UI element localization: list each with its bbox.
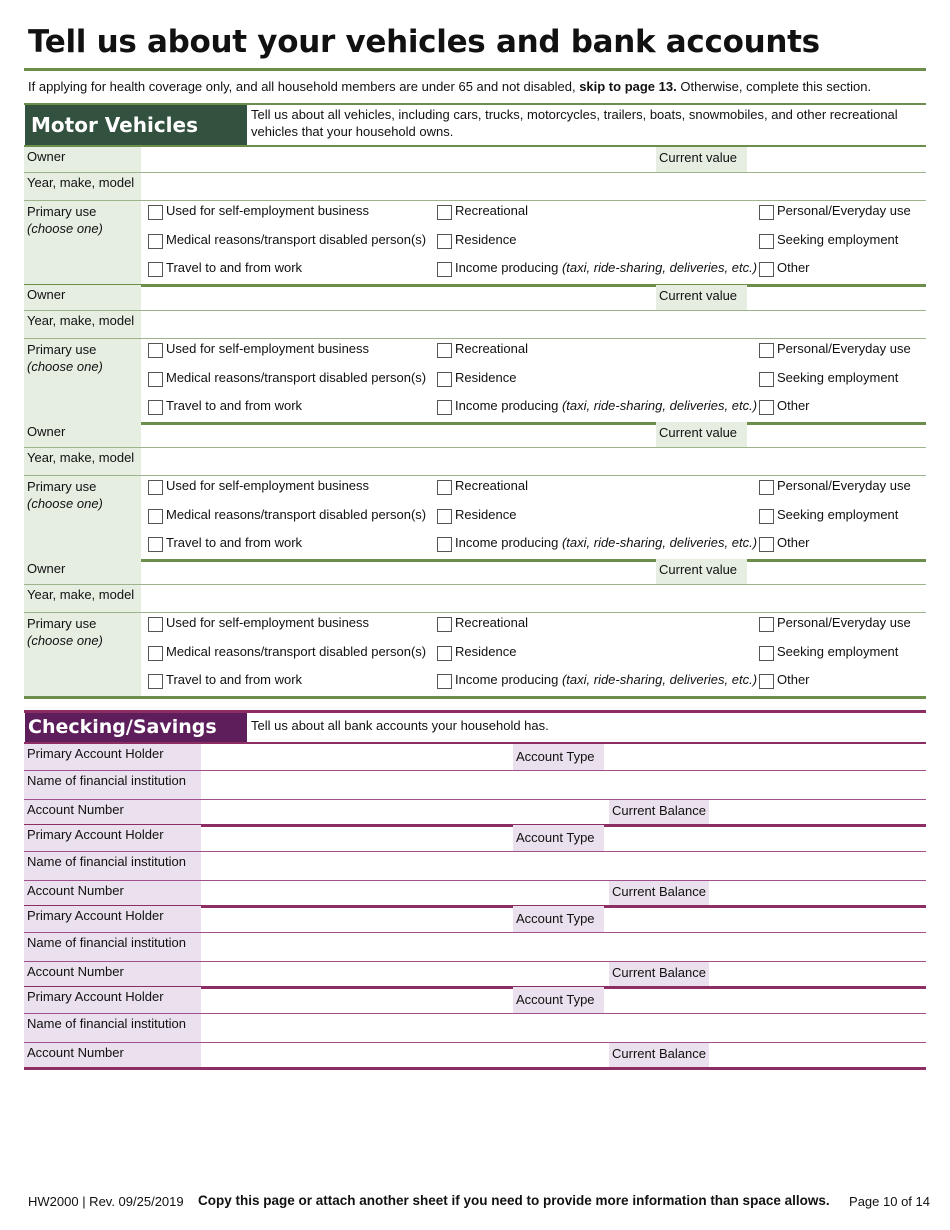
vehicle-block-3	[24, 422, 926, 560]
row-divider	[24, 612, 926, 613]
financial-institution-label: Name of financial institution	[27, 773, 186, 788]
primary-use-label	[27, 203, 103, 237]
checkbox-income-producing[interactable]	[437, 674, 452, 689]
checkbox-seeking-employment[interactable]	[759, 509, 774, 524]
title-divider	[24, 68, 926, 71]
account-block-4	[24, 987, 926, 1068]
primary-use-label	[27, 341, 103, 375]
option-medical: Medical reasons/transport disabled person(s)	[166, 507, 427, 522]
account-type-label: Account Type	[513, 825, 604, 851]
choose-one-text: (choose one)	[27, 633, 103, 648]
checkbox-residence[interactable]	[437, 509, 452, 524]
option-recreational: Recreational	[455, 615, 528, 630]
checkbox-medical[interactable]	[148, 372, 163, 387]
year-make-model-label: Year, make, model	[27, 450, 135, 465]
checkbox-medical[interactable]	[148, 509, 163, 524]
primary-account-holder-label: Primary Account Holder	[27, 908, 164, 923]
choose-one-text: (choose one)	[27, 496, 103, 511]
option-income-producing-note: (taxi, ride-sharing, deliveries, etc.)	[561, 535, 758, 550]
checkbox-recreational[interactable]	[437, 480, 452, 495]
option-other: Other	[777, 672, 810, 687]
vehicle-block-2	[24, 285, 926, 423]
row-divider	[24, 584, 926, 585]
row-divider	[24, 475, 926, 476]
primary-use-label	[27, 478, 103, 512]
checkbox-medical[interactable]	[148, 646, 163, 661]
option-self-employment: Used for self-employment business	[166, 478, 370, 493]
page-number: Page 10 of 14	[849, 1194, 930, 1209]
checkbox-income-producing[interactable]	[437, 262, 452, 277]
option-income-producing	[455, 535, 757, 550]
option-seeking-employment: Seeking employment	[777, 507, 899, 522]
checkbox-other[interactable]	[759, 674, 774, 689]
option-income-producing-note: (taxi, ride-sharing, deliveries, etc.)	[561, 672, 758, 687]
primary-use-text: Primary use	[27, 616, 97, 631]
vehicle-block-4	[24, 559, 926, 697]
motor-vehicles-heading: Motor Vehicles	[25, 105, 247, 145]
financial-institution-label: Name of financial institution	[27, 854, 186, 869]
current-balance-label: Current Balance	[609, 1043, 709, 1068]
option-self-employment: Used for self-employment business	[166, 341, 370, 356]
year-make-model-label: Year, make, model	[27, 175, 135, 190]
checkbox-travel-work[interactable]	[148, 262, 163, 277]
option-other: Other	[777, 398, 810, 413]
row-divider	[24, 1013, 926, 1014]
row-divider	[24, 200, 926, 201]
account-number-label: Account Number	[27, 1045, 124, 1060]
account-type-label: Account Type	[513, 906, 604, 932]
checkbox-recreational[interactable]	[437, 617, 452, 632]
checkbox-other[interactable]	[759, 400, 774, 415]
option-personal: Personal/Everyday use	[777, 203, 911, 218]
financial-institution-label: Name of financial institution	[27, 1016, 186, 1031]
option-medical: Medical reasons/transport disabled person(s)	[166, 232, 427, 247]
account-block-3	[24, 906, 926, 987]
checkbox-self-employment[interactable]	[148, 343, 163, 358]
page-title: Tell us about your vehicles and bank accounts	[28, 24, 820, 60]
primary-use-text: Primary use	[27, 204, 97, 219]
row-divider	[24, 799, 926, 800]
checkbox-self-employment[interactable]	[148, 480, 163, 495]
row-divider	[24, 932, 926, 933]
checkbox-medical[interactable]	[148, 234, 163, 249]
checkbox-seeking-employment[interactable]	[759, 234, 774, 249]
checkbox-other[interactable]	[759, 262, 774, 277]
option-personal: Personal/Everyday use	[777, 341, 911, 356]
intro-skip: skip to page 13.	[579, 79, 677, 94]
option-travel-work: Travel to and from work	[166, 672, 303, 687]
option-recreational: Recreational	[455, 478, 528, 493]
option-other: Other	[777, 535, 810, 550]
primary-use-text: Primary use	[27, 479, 97, 494]
row-divider	[24, 447, 926, 448]
row-divider	[24, 880, 926, 881]
current-value-label: Current value	[656, 285, 747, 310]
option-residence: Residence	[455, 507, 517, 522]
checkbox-travel-work[interactable]	[148, 537, 163, 552]
checkbox-self-employment[interactable]	[148, 205, 163, 220]
option-seeking-employment: Seeking employment	[777, 370, 899, 385]
option-income-producing-text: Income producing	[455, 535, 562, 550]
row-divider	[24, 310, 926, 311]
checkbox-seeking-employment[interactable]	[759, 372, 774, 387]
option-residence: Residence	[455, 232, 517, 247]
primary-account-holder-label: Primary Account Holder	[27, 989, 164, 1004]
owner-label: Owner	[27, 561, 66, 576]
footer-note: Copy this page or attach another sheet if you need to provide more information than space allows.	[198, 1193, 830, 1208]
option-self-employment: Used for self-employment business	[166, 615, 370, 630]
current-balance-label: Current Balance	[609, 800, 709, 825]
row-divider	[24, 172, 926, 173]
current-value-label: Current value	[656, 422, 747, 447]
checkbox-recreational[interactable]	[437, 205, 452, 220]
primary-account-holder-label: Primary Account Holder	[27, 827, 164, 842]
checkbox-self-employment[interactable]	[148, 617, 163, 632]
checkbox-income-producing[interactable]	[437, 537, 452, 552]
option-personal: Personal/Everyday use	[777, 615, 911, 630]
checking-savings-description: Tell us about all bank accounts your household has.	[251, 718, 549, 733]
checkbox-residence[interactable]	[437, 372, 452, 387]
owner-label: Owner	[27, 424, 66, 439]
option-medical: Medical reasons/transport disabled person(s)	[166, 370, 427, 385]
row-divider	[24, 851, 926, 852]
account-number-label: Account Number	[27, 964, 124, 979]
account-block-bottom-rule	[24, 1067, 926, 1070]
vehicle-block-bottom-rule	[24, 696, 926, 699]
option-residence: Residence	[455, 370, 517, 385]
form-id: HW2000 | Rev. 09/25/2019	[28, 1194, 184, 1209]
primary-use-label	[27, 615, 103, 649]
option-income-producing-text: Income producing	[455, 398, 562, 413]
checkbox-residence[interactable]	[437, 646, 452, 661]
option-income-producing-text: Income producing	[455, 260, 562, 275]
current-balance-label: Current Balance	[609, 881, 709, 906]
option-seeking-employment: Seeking employment	[777, 232, 899, 247]
checkbox-recreational[interactable]	[437, 343, 452, 358]
row-divider	[24, 1042, 926, 1043]
current-value-label: Current value	[656, 559, 747, 584]
option-travel-work: Travel to and from work	[166, 260, 303, 275]
checkbox-personal[interactable]	[759, 480, 774, 495]
year-make-model-label: Year, make, model	[27, 313, 135, 328]
intro-after: Otherwise, complete this section.	[676, 79, 872, 94]
checkbox-personal[interactable]	[759, 205, 774, 220]
option-income-producing	[455, 672, 757, 687]
checkbox-other[interactable]	[759, 537, 774, 552]
option-seeking-employment: Seeking employment	[777, 644, 899, 659]
intro-before: If applying for health coverage only, and all household members are under 65 and not disabled,	[28, 79, 580, 94]
option-self-employment: Used for self-employment business	[166, 203, 370, 218]
option-personal: Personal/Everyday use	[777, 478, 911, 493]
row-divider	[24, 338, 926, 339]
option-recreational: Recreational	[455, 203, 528, 218]
account-block-2	[24, 825, 926, 906]
choose-one-text: (choose one)	[27, 359, 103, 374]
year-make-model-label: Year, make, model	[27, 587, 135, 602]
option-income-producing-text: Income producing	[455, 672, 562, 687]
checkbox-personal[interactable]	[759, 343, 774, 358]
account-number-label: Account Number	[27, 802, 124, 817]
option-medical: Medical reasons/transport disabled person(s)	[166, 644, 427, 659]
option-income-producing	[455, 260, 757, 275]
option-income-producing-note: (taxi, ride-sharing, deliveries, etc.)	[561, 398, 758, 413]
account-block-1	[24, 744, 926, 825]
choose-one-text: (choose one)	[27, 221, 103, 236]
financial-institution-label: Name of financial institution	[27, 935, 186, 950]
checkbox-seeking-employment[interactable]	[759, 646, 774, 661]
account-type-label: Account Type	[513, 987, 604, 1013]
primary-use-text: Primary use	[27, 342, 97, 357]
checkbox-travel-work[interactable]	[148, 400, 163, 415]
option-income-producing	[455, 398, 757, 413]
intro-text	[28, 79, 871, 94]
current-value-label: Current value	[656, 147, 747, 172]
option-travel-work: Travel to and from work	[166, 535, 303, 550]
primary-account-holder-label: Primary Account Holder	[27, 746, 164, 761]
option-recreational: Recreational	[455, 341, 528, 356]
checkbox-travel-work[interactable]	[148, 674, 163, 689]
checkbox-residence[interactable]	[437, 234, 452, 249]
option-other: Other	[777, 260, 810, 275]
vehicle-block-1	[24, 147, 926, 285]
row-divider	[24, 961, 926, 962]
checking-savings-heading: Checking/Savings	[25, 713, 247, 742]
checkbox-personal[interactable]	[759, 617, 774, 632]
account-number-label: Account Number	[27, 883, 124, 898]
option-travel-work: Travel to and from work	[166, 398, 303, 413]
current-balance-label: Current Balance	[609, 962, 709, 987]
option-income-producing-note: (taxi, ride-sharing, deliveries, etc.)	[561, 260, 758, 275]
checkbox-income-producing[interactable]	[437, 400, 452, 415]
motor-vehicles-description: Tell us about all vehicles, including cars, trucks, motorcycles, trailers, boats, snowmobiles, and other recreational vehicles that your household owns.	[251, 107, 898, 139]
owner-label: Owner	[27, 287, 66, 302]
account-type-label: Account Type	[513, 744, 604, 770]
owner-label: Owner	[27, 149, 66, 164]
row-divider	[24, 770, 926, 771]
option-residence: Residence	[455, 644, 517, 659]
